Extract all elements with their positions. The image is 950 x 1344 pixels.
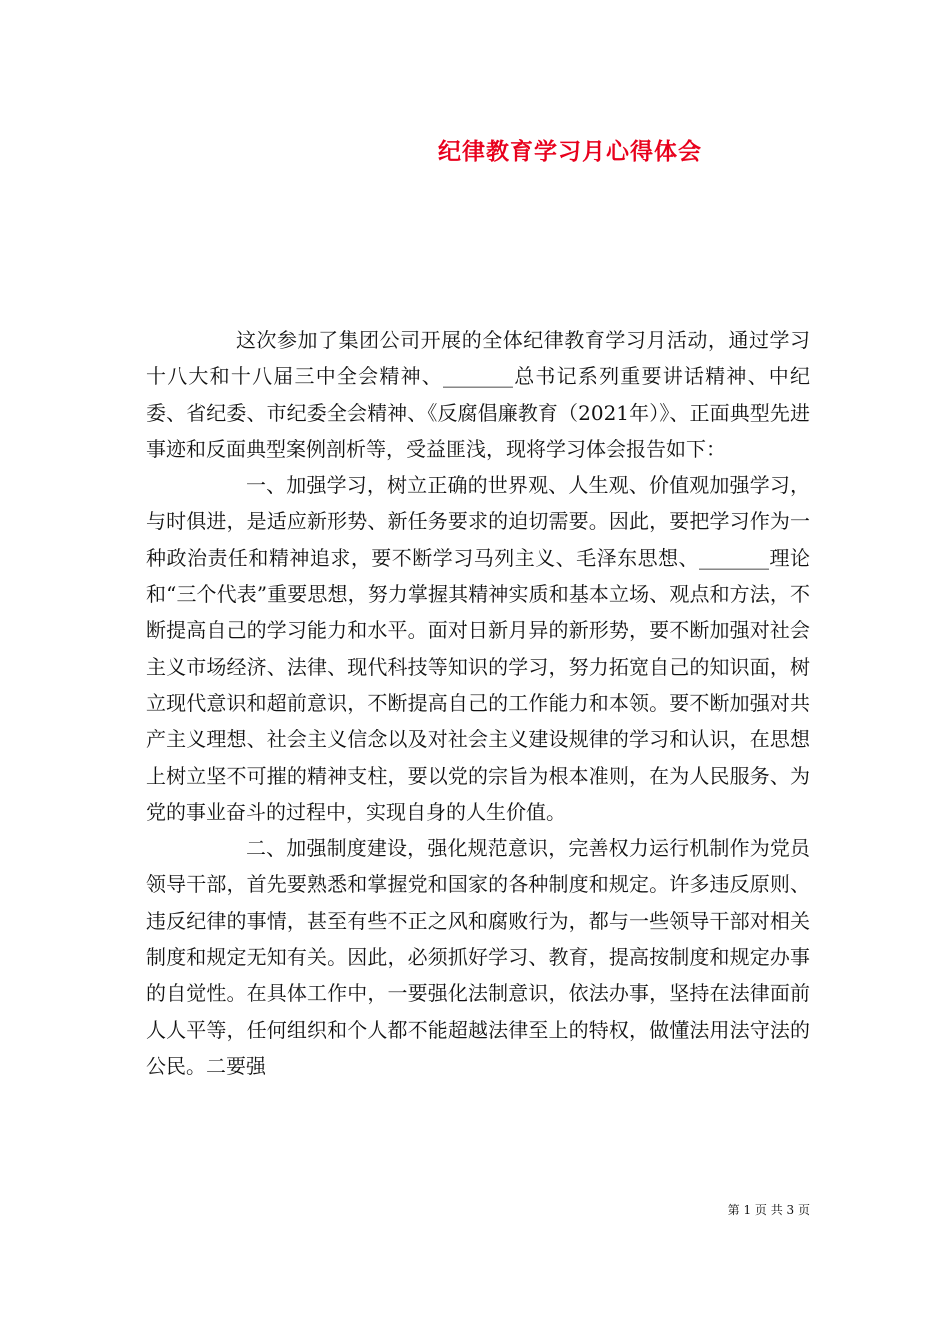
page-number: 第 1 页 共 3 页 <box>727 1203 810 1217</box>
paragraph-section-one: 一、加强学习，树立正确的世界观、人生观、价值观加强学习，与时俱进，是适应新形势、新任务要求的迫切需要。因此，要把学习作为一种政治责任和精神追求，要不断学习马列主义、毛泽东思想、_______理论和“三个代表”重要思想，努力掌握其精神实质和基本立场、观点和方法，不断提高自己的学习能力和水平。面对日新月异的新形势，要不断加强对社会主义市场经济、法律、现代科技等知识的学习，努力拓宽自己的知识面，树立现代意识和超前意识，不断提高自己的工作能力和本领。要不断加强对共产主义理想、社会主义信念以及对社会主义建设规律的学习和认识，在思想上树立坚不可摧的精神支柱，要以党的宗旨为根本准则，在为人民服务、为党的事业奋斗的过程中，实现自身的人生价值。 <box>146 473 810 824</box>
paragraph-intro: 这次参加了集团公司开展的全体纪律教育学习月活动，通过学习十八大和十八届三中全会精神、_______总书记系列重要讲话精神、中纪委、省纪委、市纪委全会精神、《反腐倡廉教育（2021年）》、正面典型先进事迹和反面典型案例剖析等，受益匪浅，现将学习体会报告如下： <box>146 328 810 461</box>
document-body <box>146 322 810 1084</box>
paragraph-section-two: 二、加强制度建设，强化规范意识，完善权力运行机制作为党员领导干部，首先要熟悉和掌握党和国家的各种制度和规定。许多违反原则、违反纪律的事情，甚至有些不正之风和腐败行为，都与一些领导干部对相关制度和规定无知有关。因此，必须抓好学习、教育，提高按制度和规定办事的自觉性。在具体工作中，一要强化法制意识，依法办事，坚持在法律面前人人平等，任何组织和个人都不能超越法律至上的特权，做懂法用法守法的公民。二要强 <box>146 836 810 1078</box>
document-title: 纪律教育学习月心得体会 <box>438 138 702 165</box>
